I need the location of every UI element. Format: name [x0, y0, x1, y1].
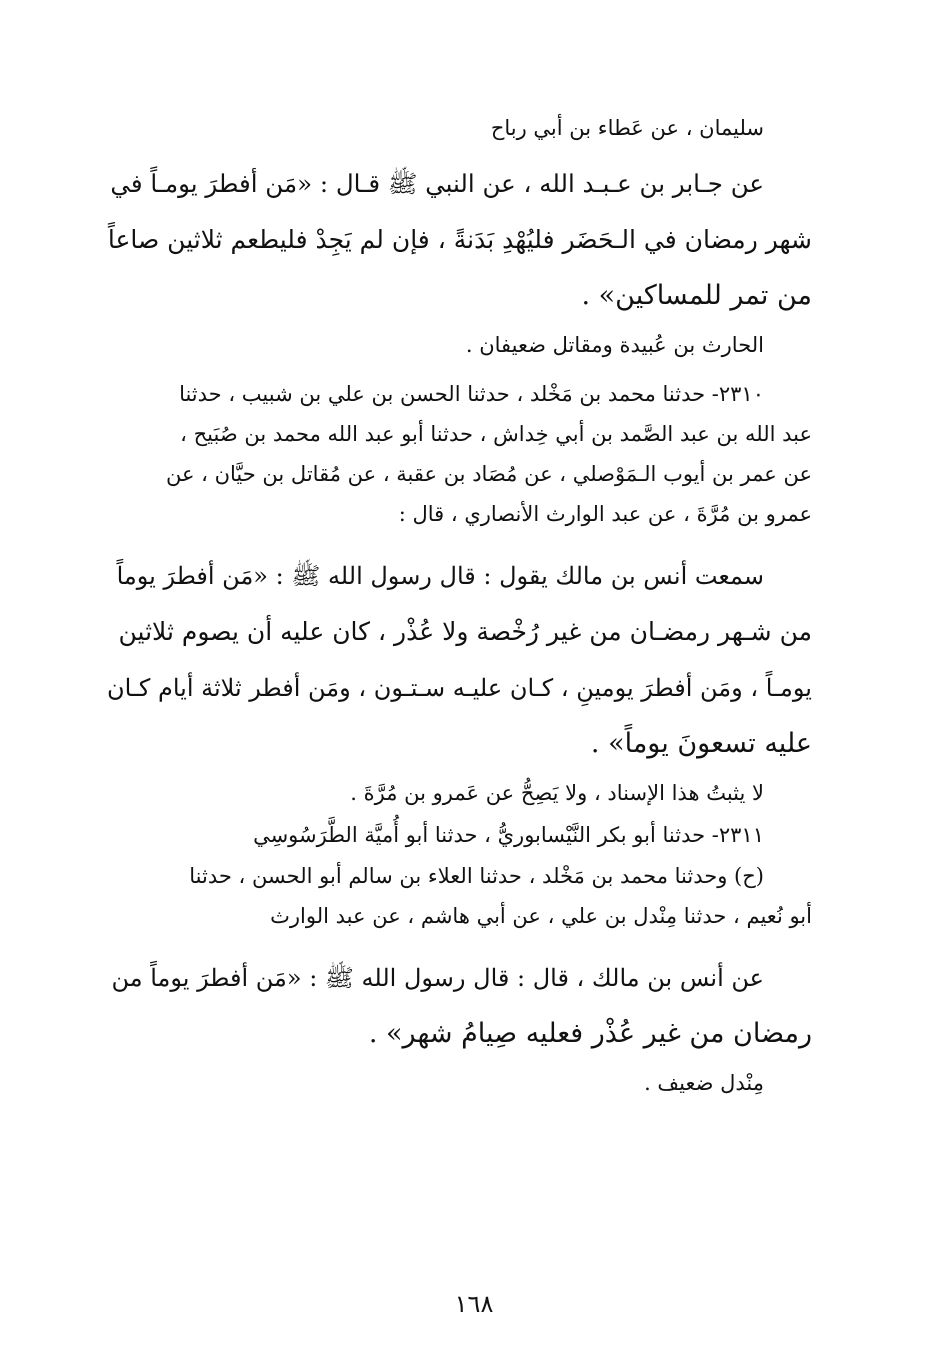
text-line: رمضان من غير عُذْر فعليه صِيامُ شهر» . [368, 1018, 812, 1049]
text-line: عليه تسعونَ يوماً» . [590, 728, 812, 759]
hadith-text-2311 [106, 950, 812, 1062]
commentary-3: مِنْدل ضعيف . [644, 1071, 764, 1095]
text-line: عن جـابر بن عـبـد الله ، عن النبي ﷺ قـال : «مَن أفطرَ يومـاً في [110, 169, 764, 198]
text-line: شهر رمضان في الـحَضَر فليُهْدِ بَدَنةً ، فإن لم يَجِدْ فليطعم ثلاثين صاعاً [107, 225, 812, 254]
page-body [106, 108, 812, 1104]
commentary-2: لا يثبتُ هذا الإسناد ، ولا يَصِحُّ عن عَمرو بن مُرَّةَ . [350, 781, 764, 805]
text-line: من شـهر رمضـان من غير رُخْصة ولا عُذْر ، كان عليه أن يصوم ثلاثين [118, 617, 812, 646]
page-number: ١٦٨ [454, 1290, 494, 1318]
isnad-2311 [106, 856, 812, 936]
text-line: ٢٣١٠- حدثنا محمد بن مَخْلد ، حدثنا الحسن بن علي بن شبيب ، حدثنا [179, 382, 764, 406]
text-line: عبد الله بن عبد الصَّمد بن أبي خِداش ، حدثنا أبو عبد الله محمد بن صُبَيح ، [180, 422, 812, 446]
text-line: من تمر للمساكين» . [581, 280, 812, 311]
commentary-1: الحارث بن عُبيدة ومقاتل ضعيفان . [465, 333, 764, 357]
text-line: (ح) وحدثنا محمد بن مَخْلد ، حدثنا العلاء بن سالم أبو الحسن ، حدثنا [189, 864, 764, 888]
text-line: عن أنس بن مالك ، قال : قال رسول الله ﷺ : «مَن أفطرَ يوماً من [111, 964, 764, 992]
text-line: سمعت أنس بن مالك يقول : قال رسول الله ﷺ : «مَن أفطرَ يوماً [116, 562, 764, 590]
text-line: عن عمر بن أيوب الـمَوْصلي ، عن مُصَاد بن عقبة ، عن مُقاتل بن حيَّان ، عن [165, 462, 812, 486]
isnad-2311-heading: ٢٣١١- حدثنا أبو بكر النَّيْسابوريُّ ، حدثنا أبو أُميَّة الطَّرَسُوسِي [253, 823, 764, 847]
text-line: أبو نُعيم ، حدثنا مِنْدل بن علي ، عن أبي هاشم ، عن عبد الوارث [270, 904, 812, 928]
hadith-text-1 [106, 156, 812, 324]
text-line: يومـاً ، ومَن أفطرَ يومينِ ، كـان عليـه سـتـون ، ومَن أفطر ثلاثة أيام كـان [106, 674, 812, 702]
continuation-line: سليمان ، عن عَطاء بن أبي رباح [490, 116, 764, 140]
isnad-2310 [106, 374, 812, 534]
hadith-text-2310 [106, 548, 812, 772]
text-line: عمرو بن مُرَّةَ ، عن عبد الوارث الأنصاري ، قال : [398, 502, 812, 526]
